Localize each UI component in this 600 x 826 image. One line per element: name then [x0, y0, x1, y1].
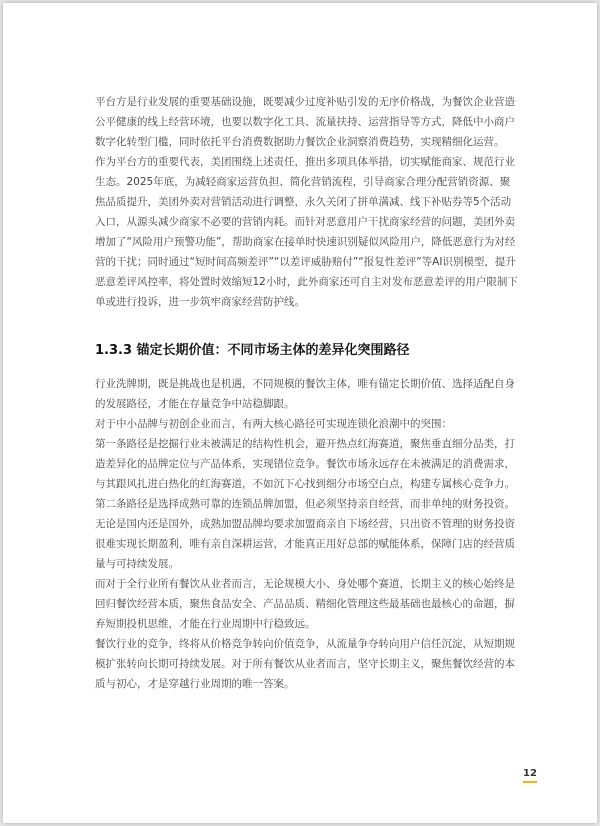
paragraph-platform-role: 平台方是行业发展的重要基础设施，既要减少过度补贴引发的无序价格战，为餐饮企业营造公平健康的线上经营环境，也要以数字化工具、流量扶持、运营指导等方式，降低中小商户数字化转型门槛，同时依托平台消费数据助力餐饮企业洞察消费趋势，实现精细化运营。 [95, 96, 515, 148]
document-page [3, 3, 597, 823]
section-title: 1.3.3 锚定长期价值：不同市场主体的差异化突围路径 [95, 343, 410, 358]
paragraph-industry-reshuffle: 行业洗牌期，既是挑战也是机遇，不同规模的餐饮主体，唯有锚定长期价值、选择适配自身的发展路径，才能在存量竞争中站稳脚跟。 [95, 378, 515, 410]
page-number: 12 [523, 768, 537, 783]
paragraph-path-two: 第二条路径是选择成熟可靠的连锁品牌加盟，但必须坚持亲自经营，而非单纯的财务投资。无论是国内还是国外，成熟加盟品牌均要求加盟商亲自下场经营，只出资不管理的财务投资很难实现长期盈利，唯有亲自深耕运营，才能真正用好总部的赋能体系，保障门店的经营质量与可持续发展。 [95, 498, 515, 570]
paragraph-small-brands-intro: 对于中小品牌与初创企业而言，有两大核心路径可实现连锁化浪潮中的突围： [95, 418, 452, 430]
paragraph-long-termism: 而对于全行业所有餐饮从业者而言，无论规模大小、身处哪个赛道，长期主义的核心始终是回归餐饮经营本质，聚焦食品安全、产品品质、精细化管理这些最基础也最核心的命题，摒弃短期投机思维，才能在行业周期中行稳致远。 [95, 578, 515, 630]
paragraph-meituan-measures: 作为平台方的重要代表，美团围绕上述责任，推出多项具体举措，切实赋能商家、规范行业生态。2025年底，为减轻商家运营负担、简化营销流程，引导商家合理分配营销资源、聚焦品质提升，美团外卖对营销活动进行调整，永久关闭了拼单满减、线下补贴券等5个活动入口，从源头减少商家不必要的营销内耗。而针对恶意用户干扰商家经营的问题，美团外卖增加了“风险用户预警功能”，帮助商家在接单时快速识别疑似风险用户，降低恶意行为对经营的干扰；同时通过“短时间高频差评”“以差评威胁赔付”“报复性差评”等AI识别模型，提升恶意差评风控率，将处置时效缩短12小时，此外商家还可自主对发布恶意差评的用户限制下单或进行投诉，进一步筑牢商家经营防护线。 [95, 156, 518, 308]
page-content [95, 92, 519, 694]
paragraph-path-one: 第一条路径是挖掘行业未被满足的结构性机会，避开热点红海赛道，聚焦垂直细分品类，打造差异化的品牌定位与产品体系，实现错位竞争。餐饮市场永远存在未被满足的消费需求，与其跟风扎进白热化的红海赛道，不如沉下心找到细分市场空白点，构建专属核心竞争力。 [95, 438, 515, 490]
paragraph-conclusion: 餐饮行业的竞争，终将从价格竞争转向价值竞争，从流量争夺转向用户信任沉淀，从短期规模扩张转向长期可持续发展。对于所有餐饮从业者而言，坚守长期主义，聚焦餐饮经营的本质与初心，才是穿越行业周期的唯一答案。 [95, 638, 515, 690]
